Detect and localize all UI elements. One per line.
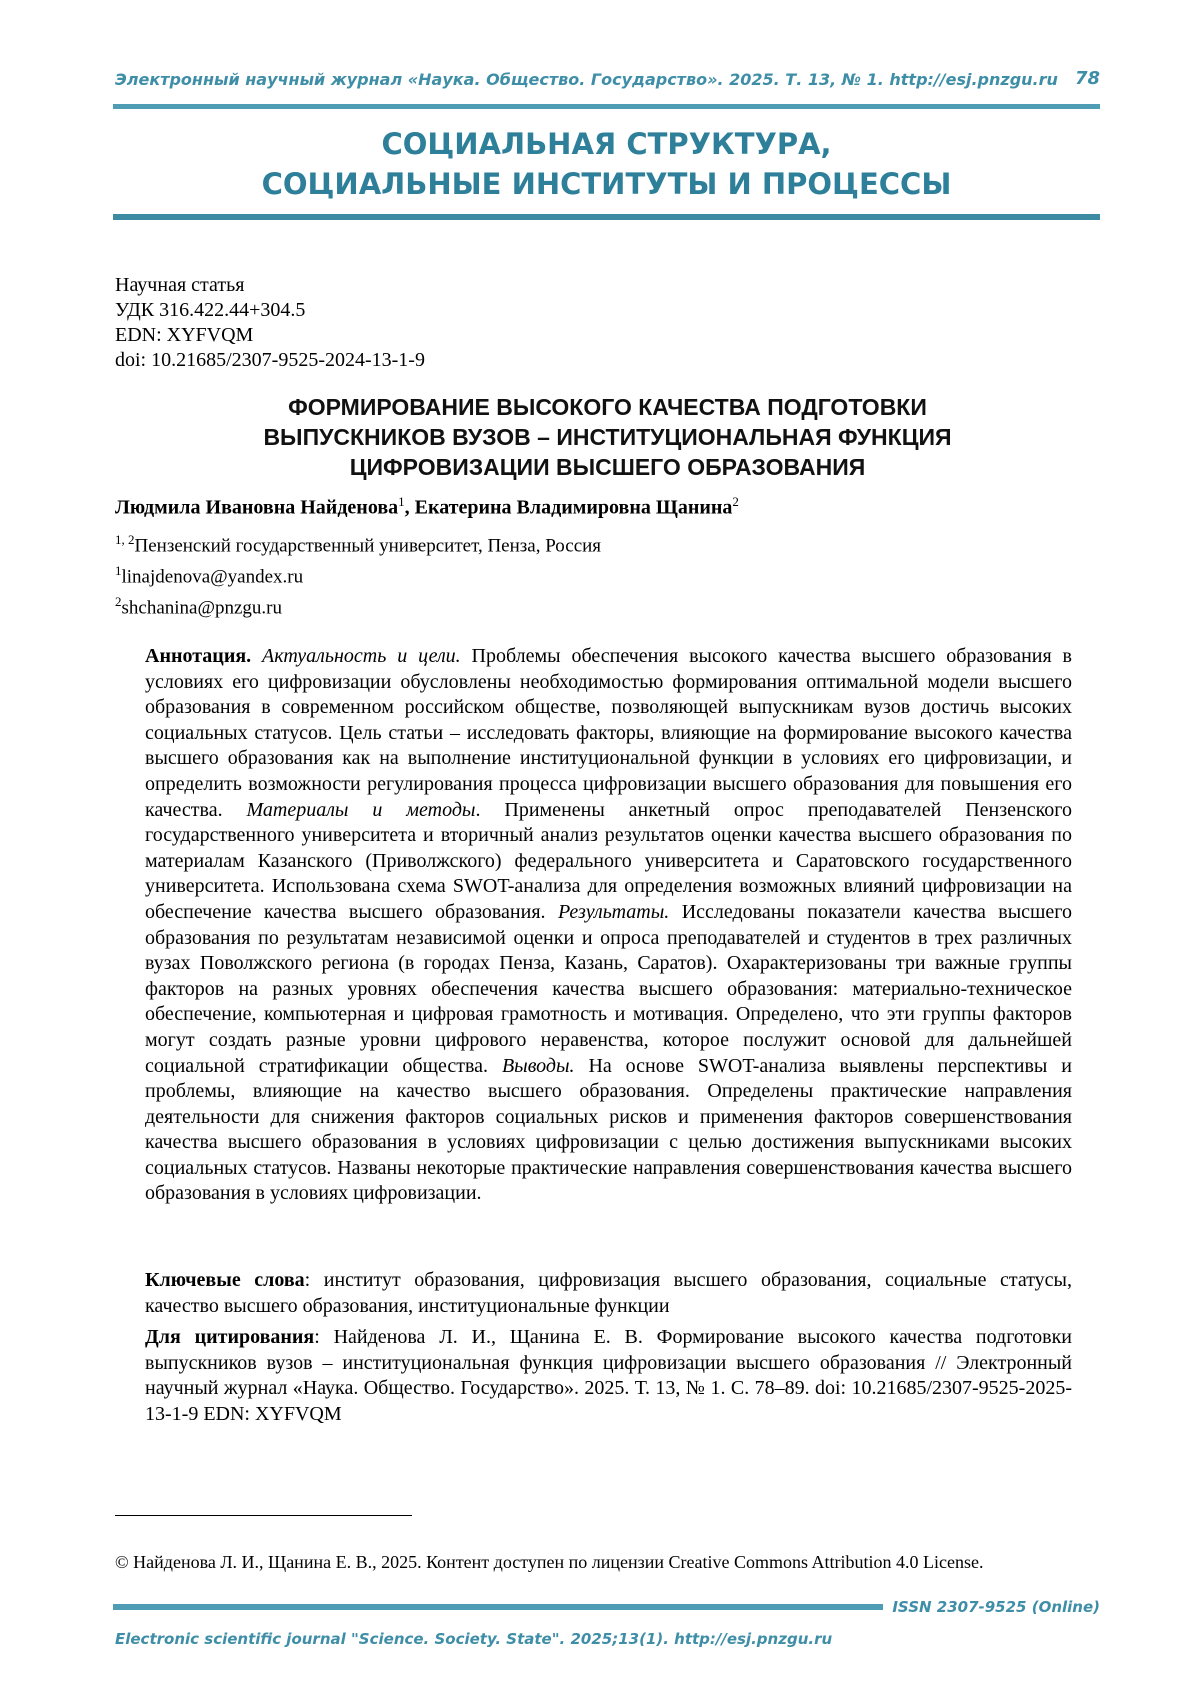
citation-text: : Найденова Л. И., Щанина Е. В. Формирование высокого качества подготовки выпускников вузов – институциональная функция цифровизации высшего образования // Электронный научный журнал «Наука. Общество. Государство». 2025. Т. 13, № 1. С. 78–89. doi: 10.21685/2307-9525-2025-13-1-9 EDN: XYFVQM (145, 1326, 1072, 1425)
authors-line (115, 494, 739, 520)
keywords (145, 1268, 1072, 1319)
section-divider (113, 214, 1100, 220)
edn-code: EDN: XYFVQM (115, 324, 254, 346)
udk-code: УДК 316.422.44+304.5 (115, 299, 306, 321)
article-title-line3: ЦИФРОВИЗАЦИИ ВЫСШЕГО ОБРАЗОВАНИЯ (349, 454, 866, 480)
abstract-label: Аннотация. (145, 645, 252, 667)
email-1-line (115, 563, 303, 588)
header-divider (113, 104, 1100, 109)
abstract-heading-methods: Материалы и методы (246, 798, 476, 821)
email-2-index: 2 (115, 594, 122, 609)
email-2[interactable]: shchanina@pnzgu.ru (121, 597, 282, 619)
abstract-heading-results: Результаты. (557, 900, 670, 923)
section-heading (113, 124, 1100, 204)
article-metadata (115, 273, 425, 373)
article-title-line2: ВЫПУСКНИКОВ ВУЗОВ – ИНСТИТУЦИОНАЛЬНАЯ ФУНКЦИЯ (263, 424, 952, 450)
email-1[interactable]: linajdenova@yandex.ru (121, 566, 304, 588)
article-title (115, 392, 1100, 482)
article-type: Научная статья (115, 274, 245, 296)
journal-header-text: Электронный научный журнал «Наука. Общество. Государство». 2025. Т. 13, № 1. http://esj.pnzgu.ru (115, 70, 1058, 89)
footnote-divider (115, 1515, 412, 1516)
section-heading-line1: СОЦИАЛЬНАЯ СТРУКТУРА, (381, 127, 832, 161)
abstract-text-results: Исследованы показатели качества высшего образования по результатам независимой оценки и опроса преподавателей и студентов в трех различных вузах Поволжского региона (в городах Пенза, Казань, Саратов). Охарактеризованы три важные группы факторов на разных уровнях обеспечения качества высшего образования: материально-техническое обеспечение, компьютерная и цифровая грамотность и мотивация. Определено, что эти группы факторов могут создать разные уровни цифрового неравенства, которое послужит основой для дальнейшей социальной стратификации общества. (145, 900, 1072, 1077)
citation-label: Для цитирования (145, 1326, 315, 1348)
email-1-index: 1 (115, 563, 122, 578)
author-2-index: 2 (732, 494, 739, 509)
doi-code: doi: 10.21685/2307-9525-2024-13-1-9 (115, 349, 425, 371)
page-number: 78 (1074, 68, 1100, 89)
abstract-heading-conclusions: Выводы. (501, 1054, 575, 1077)
issn: ISSN 2307-9525 (Online) (892, 1598, 1100, 1616)
article-title-line1: ФОРМИРОВАНИЕ ВЫСОКОГО КАЧЕСТВА ПОДГОТОВКИ (288, 394, 927, 420)
affiliation-index: 1, 2 (115, 532, 135, 547)
running-header (115, 70, 1100, 89)
keywords-label: Ключевые слова (145, 1269, 305, 1291)
keywords-text: : институт образования, цифровизация высшего образования, социальные статусы, качество высшего образования, институциональные функции (145, 1269, 1072, 1317)
license-footnote: © Найденова Л. И., Щанина Е. В., 2025. Контент доступен по лицензии Creative Commons Attribution 4.0 License. (115, 1552, 984, 1572)
abstract-text-relevance: Проблемы обеспечения высокого качества высшего образования в условиях его цифровизации обусловлены необходимостью формирования оптимальной модели высшего образования в современном российском обществе, позволяющей выпускникам вузов достичь высоких социальных статусов. Цель статьи – исследовать факторы, влияющие на формирование высокого качества высшего образования как на выполнение институциональной функции в условиях его цифровизации, и определить возможности регулирования процесса цифровизации высшего образования для повышения его качества. (145, 645, 1073, 821)
abstract (145, 644, 1072, 1207)
footer-journal: Electronic scientific journal "Science. Society. State". 2025;13(1). http://esj.pnzgu.ru (115, 1630, 833, 1648)
abstract-text-conclusions: На основе SWOT-анализа выявлены перспективы и проблемы, влияющие на качество высшего образования. Определены практические направления деятельности для снижения факторов социальных рисков и применения факторов совершенствования качества высшего образования в условиях цифровизации с целью достижения выпускниками высоких социальных статусов. Названы некоторые практические направления совершенствования качества высшего образования в условиях цифровизации. (145, 1054, 1072, 1205)
author-2: Екатерина Владимировна Щанина (414, 496, 733, 519)
author-separator: , (404, 496, 415, 519)
author-1-index: 1 (398, 494, 405, 509)
author-1: Людмила Ивановна Найденова (115, 496, 399, 519)
footer-divider (113, 1604, 883, 1610)
section-heading-line2: СОЦИАЛЬНЫЕ ИНСТИТУТЫ И ПРОЦЕССЫ (261, 167, 952, 201)
abstract-text-methods: . Применены анкетный опрос преподавателей Пензенского государственного университета и вторичный анализ результатов оценки качества высшего образования по материалам Казанского (Приволжского) федерального университета и Саратовского государственного университета. Использована схема SWOT-анализа для определения возможных влияний цифровизации на обеспечение качества высшего образования. (145, 798, 1072, 923)
citation (145, 1325, 1072, 1427)
affiliation (115, 532, 601, 557)
affiliation-text: Пензенский государственный университет, Пенза, Россия (134, 535, 602, 557)
abstract-heading-relevance: Актуальность и цели. (262, 645, 461, 667)
email-2-line (115, 594, 282, 619)
